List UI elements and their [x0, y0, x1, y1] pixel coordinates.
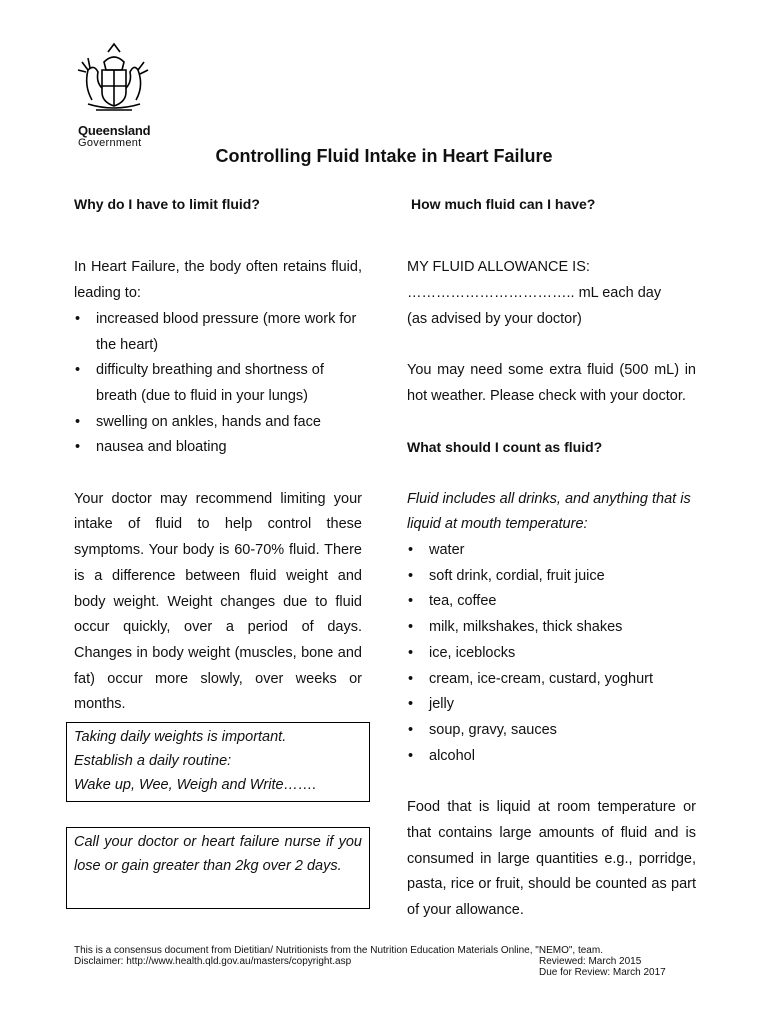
queensland-government-logo: [70, 40, 160, 150]
box-line: Taking daily weights is important.: [74, 729, 287, 745]
list-item: • nausea and bloating: [74, 435, 362, 461]
food-paragraph: Food that is liquid at room temperature or that contains large amounts of fluid and is consumed in large quantities e.g., porridge, pasta, rice or fruit, should be counted as part of your allowance.: [407, 799, 696, 918]
fluid-weight-paragraph: Your doctor may recommend limiting your intake of fluid to help control these symptoms. Your body is 60-70% fluid. There is a difference between fluid weight and body weight. Weight changes due to fluid occur quickly, over a period of days. Changes in body weight (muscles, bone and fat) occur more slowly, over weeks or months.: [74, 490, 362, 713]
left-column: [74, 192, 362, 718]
logo-name: Queensland: [78, 123, 151, 138]
symptom-list: [74, 307, 362, 461]
list-item: • milk, milkshakes, thick shakes: [407, 615, 696, 641]
section-heading-why-limit: Why do I have to limit fluid?: [74, 196, 260, 212]
intro-paragraph: In Heart Failure, the body often retains fluid, leading to:: [74, 259, 362, 302]
fluid-list: [407, 538, 696, 769]
list-item: • increased blood pressure (more work for the heart): [74, 307, 362, 358]
list-item: • swelling on ankles, hands and face: [74, 410, 362, 436]
coat-of-arms-icon: [74, 40, 154, 120]
list-item: • water: [407, 538, 696, 564]
box-line: Establish a daily routine:: [74, 753, 232, 769]
section-heading-what-count: What should I count as fluid?: [407, 439, 603, 456]
footer-consensus: This is a consensus document from Dietitian/ Nutritionists from the Nutrition Education Materials Online, "NEMO", team.: [74, 945, 603, 956]
list-item: • soup, gravy, sauces: [407, 718, 696, 744]
footer-reviewed: Reviewed: March 2015: [539, 956, 642, 967]
allowance-line: …………………………….. mL each day: [407, 285, 662, 302]
footer-disclaimer: Disclaimer: http://www.health.qld.gov.au/masters/copyright.asp: [74, 956, 352, 967]
list-item: • difficulty breathing and shortness of breath (due to fluid in your lungs): [74, 358, 362, 409]
section-heading-how-much: How much fluid can I have?: [411, 196, 596, 212]
list-item: • tea, coffee: [407, 589, 696, 615]
footer-due-review: Due for Review: March 2017: [539, 967, 666, 978]
list-item: • soft drink, cordial, fruit juice: [407, 564, 696, 590]
box-line: Wake up, Wee, Weigh and Write…….: [74, 777, 317, 793]
list-item: • alcohol: [407, 744, 696, 770]
daily-weights-box: [66, 722, 370, 802]
fluid-intro: Fluid includes all drinks, and anything that is liquid at mouth temperature:: [407, 490, 691, 533]
logo-subtitle: Government: [78, 137, 142, 149]
list-item: • cream, ice-cream, custard, yoghurt: [407, 667, 696, 693]
footer: [74, 945, 694, 978]
right-column: [407, 192, 696, 924]
list-item: • ice, iceblocks: [407, 641, 696, 667]
page-title: Controlling Fluid Intake in Heart Failure: [215, 146, 553, 166]
list-item: • jelly: [407, 692, 696, 718]
allowance-note: (as advised by your doctor): [407, 310, 582, 327]
call-doctor-box: Call your doctor or heart failure nurse if you lose or gain greater than 2kg over 2 days.: [66, 827, 370, 909]
extra-fluid-paragraph: You may need some extra fluid (500 mL) in hot weather. Please check with your doctor.: [407, 362, 696, 404]
allowance-label: MY FLUID ALLOWANCE IS:: [407, 259, 590, 276]
